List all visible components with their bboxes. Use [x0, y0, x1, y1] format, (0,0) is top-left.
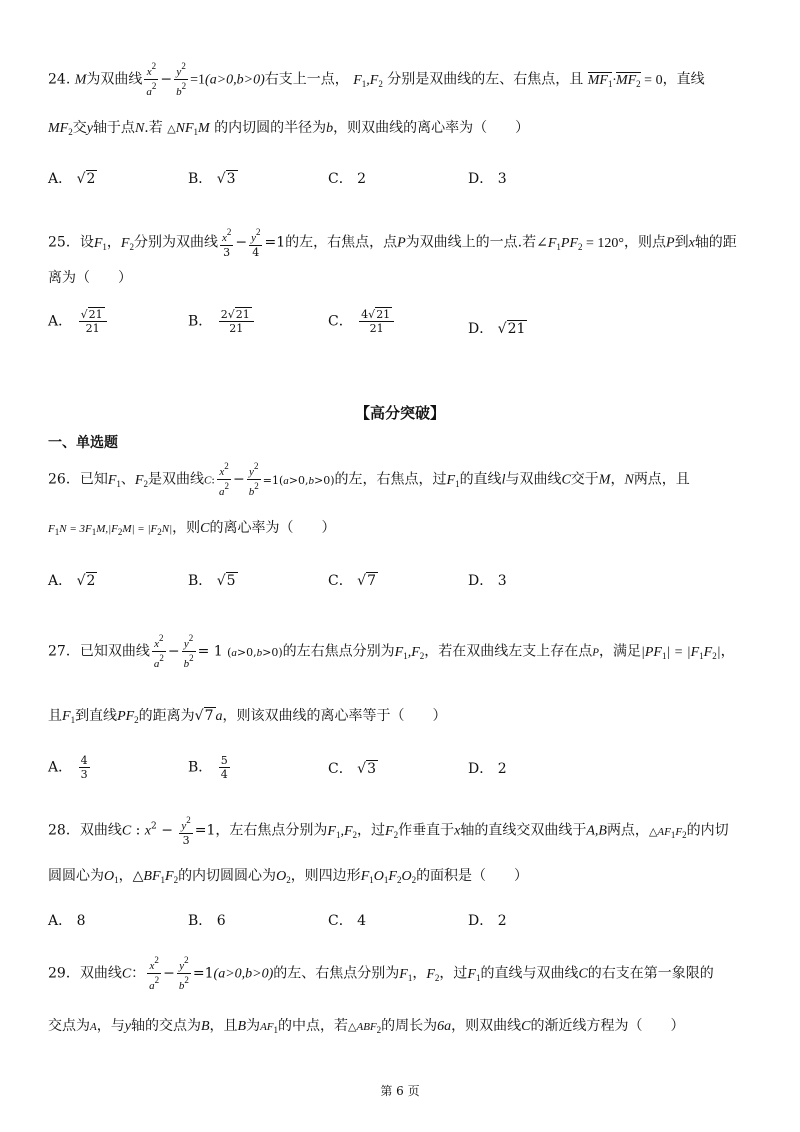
q28-line1: 28．双曲线C : $x^2$ − $\frac{y^2}{3}$ =1，左右焦点分别为$F_1,F_2$，过$F_2$作垂直于x轴的直线交双曲线于A,B两点，$\triangle AF_1F_2$的内切: [48, 815, 729, 847]
q29-line2: 交点为A，与y轴的交点为B，且B为$AF_1$的中点，若$\triangle ABF_2$的周长为6a，则双曲线C的渐近线方程为（ ）: [48, 1018, 685, 1035]
q29-line1: 29．双曲线C： $\frac{x^2}{a^2}$ − $\frac{y^2}{b^2}$ =1(a>0,b>0)的左、右焦点分别为$F_1$，$F_2$，过$F_1$的直线与双曲线C的右支在第一象限的: [48, 955, 714, 992]
q27-option-a[interactable]: A． $\frac{4}{3}$: [48, 754, 88, 781]
q28-option-c[interactable]: C． 4: [328, 913, 367, 929]
q27-line1: 27．已知双曲线 $\frac{x^2}{a^2}$ − $\frac{y^2}{b^2}$ = 1 (a>0,b>0)的左右焦点分别为$F_1,F_2$，若在双曲线左支上存在点P，满足$|PF_1| = |F_1F_2|$，: [48, 633, 735, 670]
q24-line2: $MF_2$交y轴于点N.若 $\triangle NF_1M$ 的内切圆的半径为b，则双曲线的离心率为（ ）: [48, 120, 530, 137]
section-heading: 【高分突破】: [354, 404, 445, 422]
q28-option-d[interactable]: D． 2: [468, 913, 507, 929]
section-title: 一、单选题: [48, 435, 118, 451]
page-footer: 第 6 页: [380, 1084, 420, 1098]
q25-line1: 25．设$F_1$，$F_2$分别为双曲线 $\frac{x^2}{3}$ − $\frac{y^2}{4}$ =1的左，右焦点，点P为双曲线上的一点.若$\angle F_1PF_2 = 120^\circ$，则点P到x轴的距: [48, 227, 737, 259]
q24-option-d[interactable]: D． 3: [468, 171, 507, 187]
q26-option-c[interactable]: C． √7: [328, 573, 377, 589]
q24-option-a[interactable]: A． √2: [48, 171, 96, 187]
q24-option-b[interactable]: B． √3: [188, 171, 236, 187]
q24-option-c[interactable]: C． 2: [328, 171, 367, 187]
q27-line2: 且$F_1$到直线$PF_2$的距离为√7 a，则该双曲线的离心率等于（ ）: [48, 708, 447, 725]
q25-option-a[interactable]: A． $\frac{√21}{21}$: [48, 308, 109, 335]
q25-option-c[interactable]: C． $\frac{4√21}{21}$: [328, 308, 396, 335]
q26-option-a[interactable]: A． √2: [48, 573, 96, 589]
q28-option-b[interactable]: B． 6: [188, 913, 226, 929]
q26-option-d[interactable]: D． 3: [468, 573, 507, 589]
q28-option-a[interactable]: A． 8: [48, 913, 86, 929]
q24-number: 24.: [48, 71, 71, 88]
q26-line1: 26．已知$F_1$、$F_2$是双曲线C: $\frac{x^2}{a^2}$ − $\frac{y^2}{b^2}$ =1(a>0,b>0)的左，右焦点，过$F_1$的直线l与双曲线C交于M，N两点，且: [48, 461, 690, 498]
q28-line2: 圆圆心为$O_1$，$\triangle BF_1F_2$的内切圆圆心为$O_2$，则四边形$F_1O_1F_2O_2$的面积是（ ）: [48, 868, 529, 885]
q27-option-b[interactable]: B． $\frac{5}{4}$: [188, 754, 228, 781]
q27-option-d[interactable]: D． 2: [468, 761, 507, 777]
q26-line2: $F_1N = 3F_1M,|F_2M| = |F_2N|$，则C的离心率为（ ）: [48, 520, 336, 537]
q26-option-b[interactable]: B． √5: [188, 573, 236, 589]
q25-line2: 离为（ ）: [48, 270, 132, 286]
q27-option-c[interactable]: C． √3: [328, 761, 377, 777]
q24-line1: 24. M为双曲线 $\frac{x^2}{a^2}$ − $\frac{y^2}{b^2}$ =1(a>0,b>0)右支上一点， $F_1,F_2$ 分别是双曲线的左、右焦点，且 $MF_1\cdot MF_2 = 0$，直线: [48, 61, 705, 98]
q25-option-d[interactable]: D． √21: [468, 321, 526, 337]
q25-option-b[interactable]: B． $\frac{2√21}{21}$: [188, 308, 256, 335]
